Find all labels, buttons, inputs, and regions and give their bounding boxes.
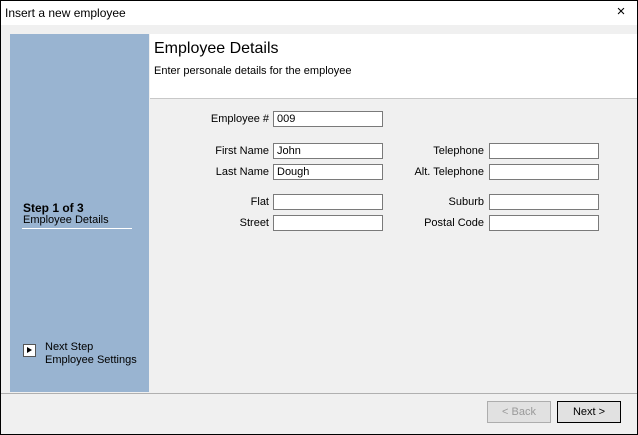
suburb-field[interactable] [489,194,599,210]
employee-number-field[interactable] [273,111,383,127]
next-step-title: Next Step [45,341,94,353]
first-name-field[interactable] [273,143,383,159]
header-divider [150,98,637,99]
next-step-label [45,341,137,367]
close-icon[interactable]: × [616,3,626,20]
postal-code-label: Postal Code [424,217,484,229]
step-divider [22,228,132,229]
footer-divider [1,393,637,394]
street-field[interactable] [273,215,383,231]
next-step-arrow-icon [23,344,36,357]
flat-field[interactable] [273,194,383,210]
alt-telephone-field[interactable] [489,164,599,180]
page-header [150,34,637,98]
step-name: Employee Details [23,214,109,226]
page-title: Employee Details [154,40,279,57]
postal-code-field[interactable] [489,215,599,231]
alt-telephone-label: Alt. Telephone [414,166,484,178]
next-button[interactable]: Next > [557,401,621,423]
flat-label: Flat [250,196,269,208]
title-bar [1,1,637,25]
wizard-sidebar [10,34,149,392]
step-counter: Step 1 of 3 [23,201,84,215]
employee-number-label: Employee # [210,113,269,125]
suburb-label: Suburb [448,196,484,208]
first-name-label: First Name [215,145,269,157]
last-name-field[interactable] [273,164,383,180]
window-title: Insert a new employee [5,6,126,20]
next-step-name: Employee Settings [45,354,137,366]
last-name-label: Last Name [215,166,269,178]
telephone-label: Telephone [433,145,484,157]
back-button[interactable]: < Back [487,401,551,423]
street-label: Street [239,217,269,229]
page-subtitle: Enter personale details for the employee [154,65,352,77]
telephone-field[interactable] [489,143,599,159]
